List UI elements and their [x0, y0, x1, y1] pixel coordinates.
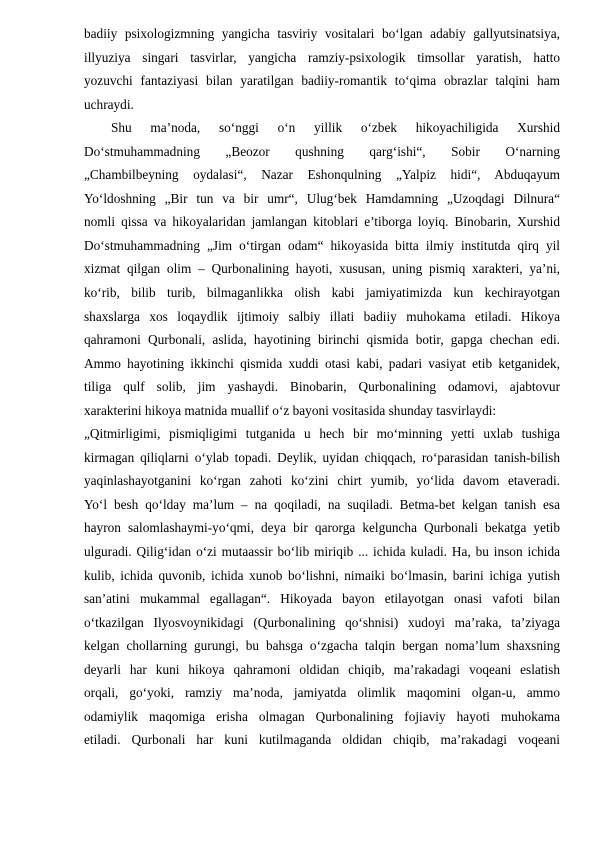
paragraph-1 — [84, 22, 560, 116]
text-line: nomli qissa va hikoyalaridan jamlangan kitoblari e’tiborga loyiq. Binobarin, Xurshid — [84, 214, 560, 230]
text-line: yozuvchi fantaziyasi bilan yaratilgan badiiy-romantik to‘qima obrazlar talqini ham — [84, 73, 560, 89]
text-line: „Qitmirligimi, pismiqligimi tutganida u hech bir mo‘minning yetti uxlab tushiga — [84, 426, 560, 442]
text-line: yaqinlashayotganini ko‘rgan zahoti ko‘zini chirt yumib, yo‘lida davom etaveradi. — [84, 473, 560, 489]
text-line: deyarli har kuni hikoya qahramoni oldidan chiqib, ma’rakadagi voqeani eslatish — [84, 661, 560, 677]
text-line: „Chambilbeyning oydalasi“, Nazar Eshonqulning „Yalpiz hidi“, Abduqayum — [84, 167, 560, 183]
document-page — [84, 22, 560, 752]
text-line: Do‘stmuhammadning „Beozor qushning qarg‘ishi“, Sobir O‘narning — [84, 143, 560, 159]
text-line: orqali, go‘yoki, ramziy ma’noda, jamiyatda olimlik maqomini olgan-u, ammo — [84, 685, 560, 701]
text-line: etiladi. Qurbonali har kuni kutilmaganda oldidan chiqib, ma’rakadagi voqeani — [84, 732, 560, 748]
text-line: odamiylik maqomiga erisha olmagan Qurbonalining fojiaviy hayoti muhokama — [84, 708, 560, 724]
text-line: tiliga qulf solib, jim yashaydi. Binobarin, Qurbonalining odamovi, ajabtovur — [84, 379, 560, 395]
text-line: hayron salomlashaymi-yo‘qmi, deya bir qarorga kelguncha Qurbonali bekatga yetib — [84, 520, 560, 536]
text-line: qahramoni Qurbonali, aslida, hayotining birinchi qismida botir, gapga chechan edi. — [84, 332, 560, 348]
text-line: Shu ma’noda, so‘nggi o‘n yillik o‘zbek hikoyachiligida Xurshid — [111, 120, 560, 136]
text-line: san’atini mukammal egallagan“. Hikoyada bayon etilayotgan onasi vafoti bilan — [84, 591, 560, 607]
text-line: badiiy psixologizmning yangicha tasviriy vositalari bo‘lgan adabiy gallyutsinatsiya, — [84, 26, 560, 41]
text-line: kirmagan qiliqlarni o‘ylab topadi. Deylik, uyidan chiqqach, ro‘parasidan tanish-bilish — [84, 449, 560, 465]
text-line: kulib, ichida quvonib, ichida xunob bo‘lishni, nimaiki bo‘lmasin, barini ichiga yutish — [84, 567, 560, 583]
text-line: Do‘stmuhammadning „Jim o‘tirgan odam“ hikoyasida bitta ilmiy institutda qirq yil — [84, 237, 560, 253]
paragraph-2 — [84, 116, 560, 422]
text-line: ko‘rib, bilib turib, bilmaganlikka olish kabi jamiyatimizda kun kechirayotgan — [84, 285, 560, 301]
paragraph-3 — [84, 422, 560, 752]
text-line: shaxslarga xos loqaydlik ijtimoiy salbiy illati badiiy muhokama etiladi. Hikoya — [84, 308, 560, 324]
text-line: kelgan chollarning gurungi, bu bahsga o‘zgacha talqin bergan noma’lum shaxsning — [84, 638, 560, 654]
text-line: Yo‘ldoshning „Bir tun va bir umr“, Ulug‘bek Hamdamning „Uzoqdagi Dilnura“ — [84, 190, 560, 206]
text-line: xarakterini hikoya matnida muallif o‘z bayoni vositasida shunday tasvirlaydi: — [84, 402, 497, 418]
text-line: illyuziya singari tasvirlar, yangicha ramziy-psixologik timsollar yaratish, hatto — [84, 49, 560, 65]
text-line: ulguradi. Qilig‘idan o‘zi mutaassir bo‘lib miriqib ... ichida kuladi. Ha, bu inson ichida — [84, 544, 560, 560]
text-line: Ammo hayotining ikkinchi qismida xuddi otasi kabi, padari vasiyat etib ketganidek, — [84, 355, 560, 371]
text-line: o‘tkazilgan Ilyosvoynikidagi (Qurbonalining qo‘shnisi) xudoyi ma’raka, ta’ziyaga — [84, 614, 560, 630]
text-line: uchraydi. — [84, 96, 134, 112]
text-line: Yo‘l besh qo‘lday ma’lum – na qoqiladi, na suqiladi. Betma-bet kelgan tanish esa — [84, 496, 560, 512]
text-line: xizmat qilgan olim – Qurbonalining hayoti, xususan, uning pismiq xarakteri, ya’ni, — [84, 261, 560, 277]
